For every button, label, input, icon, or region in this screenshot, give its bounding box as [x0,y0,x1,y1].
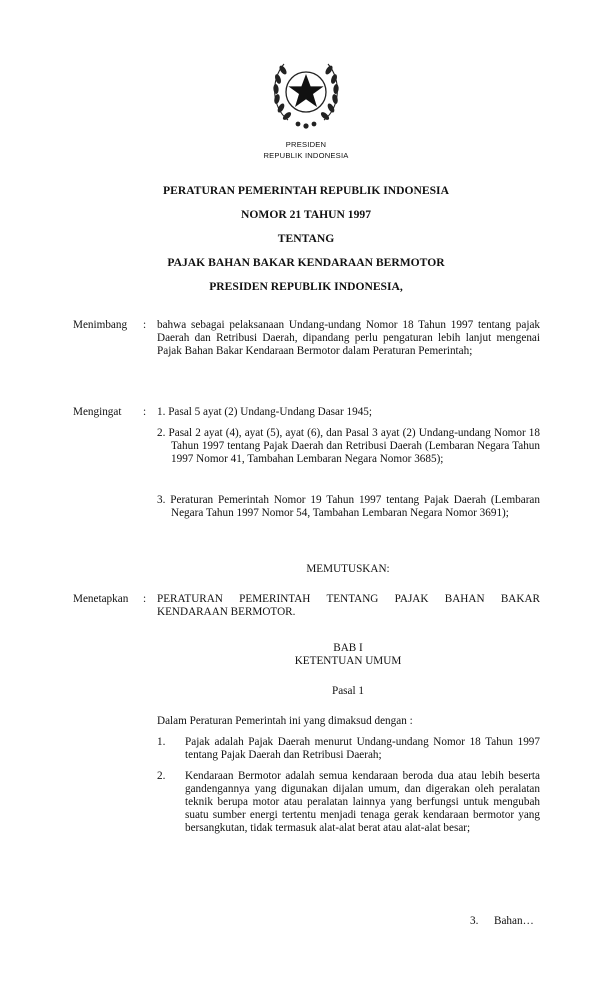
menetapkan-label: Menetapkan [73,593,129,605]
regulation-subject: PAJAK BAHAN BAKAR KENDARAAN BERMOTOR [167,256,445,269]
menimbang-text: bahwa sebagai pelaksanaan Undang-undang Nomor 18 Tahun 1997 tentang pajak Daerah dan Retribusi Daerah, dipandang perlu pengaturan lebih lanjut mengenai Pajak Bahan Bakar Kendaraan Bermotor dalam Peraturan Pemerintah; [157,319,540,357]
footer-next-number: 3. [470,915,479,927]
footer-next-text: Bahan… [494,915,534,927]
pasal-heading: Pasal 1 [331,685,364,697]
mengingat-colon: : [143,406,147,418]
regulation-issuer: PRESIDEN REPUBLIK INDONESIA, [209,280,403,293]
definition-text: Kendaraan Bermotor adalah semua kendaraan beroda dua atau lebih beserta gandengannya yang digunakan dijalan umum, dan digerakan oleh peralatan teknik berupa motor atau peralatan lainnya yang berfungsi untuk mengubah suatu sumber energi tertentu menjadi tenaga gerak kendaraan bermotor yang bersangkutan, tidak termasuk alat-alat berat atau alat-alat besar; [185,770,540,834]
definition-item [157,736,540,764]
emblem-caption-republik: REPUBLIK INDONESIA [263,151,349,160]
bab-title: KETENTUAN UMUM [294,655,402,667]
regulation-tentang: TENTANG [277,232,335,245]
menetapkan-colon: : [143,593,147,605]
mengingat-item-1: 1. Pasal 5 ayat (2) Undang-Undang Dasar 1945; [157,406,372,418]
regulation-number: NOMOR 21 TAHUN 1997 [241,208,371,221]
emblem-caption-presiden: PRESIDEN [285,140,327,149]
memutuskan-heading: MEMUTUSKAN: [306,563,390,575]
definition-item [157,770,540,850]
bab-number: BAB I [333,642,363,654]
mengingat-item-3: 3. Peraturan Pemerintah Nomor 19 Tahun 1997 tentang Pajak Daerah (Lembaran Negara Tahun 1997 Nomor 54, Tambahan Lembaran Negara Nomor 3691); [157,494,540,519]
menimbang-label: Menimbang [73,319,128,331]
definition-text: Pajak adalah Pajak Daerah menurut Undang-undang Nomor 18 Tahun 1997 tentang Pajak Daerah dan Retribusi Daerah; [185,736,540,761]
mengingat-label: Mengingat [73,406,122,418]
pasal-intro: Dalam Peraturan Pemerintah ini yang dimaksud dengan : [157,715,413,727]
mengingat-item-2: 2. Pasal 2 ayat (4), ayat (5), ayat (6), dan Pasal 3 ayat (2) Undang-undang Nomor 18 Tahun 1997 tentang Pajak Daerah dan Retribusi Daerah (Lembaran Negara Tahun 1997 Nomor 41, Tambahan Lembaran Negara Nomor 3685); [157,427,540,465]
regulation-title: PERATURAN PEMERINTAH REPUBLIK INDONESIA [163,184,449,197]
menimbang-colon: : [143,319,147,331]
menetapkan-text: PERATURAN PEMERINTAH TENTANG PAJAK BAHAN BAKAR KENDARAAN BERMOTOR. [157,593,540,618]
garuda-star-emblem-icon [266,50,346,132]
definition-number: 2. [157,770,166,782]
definition-number: 1. [157,736,166,748]
